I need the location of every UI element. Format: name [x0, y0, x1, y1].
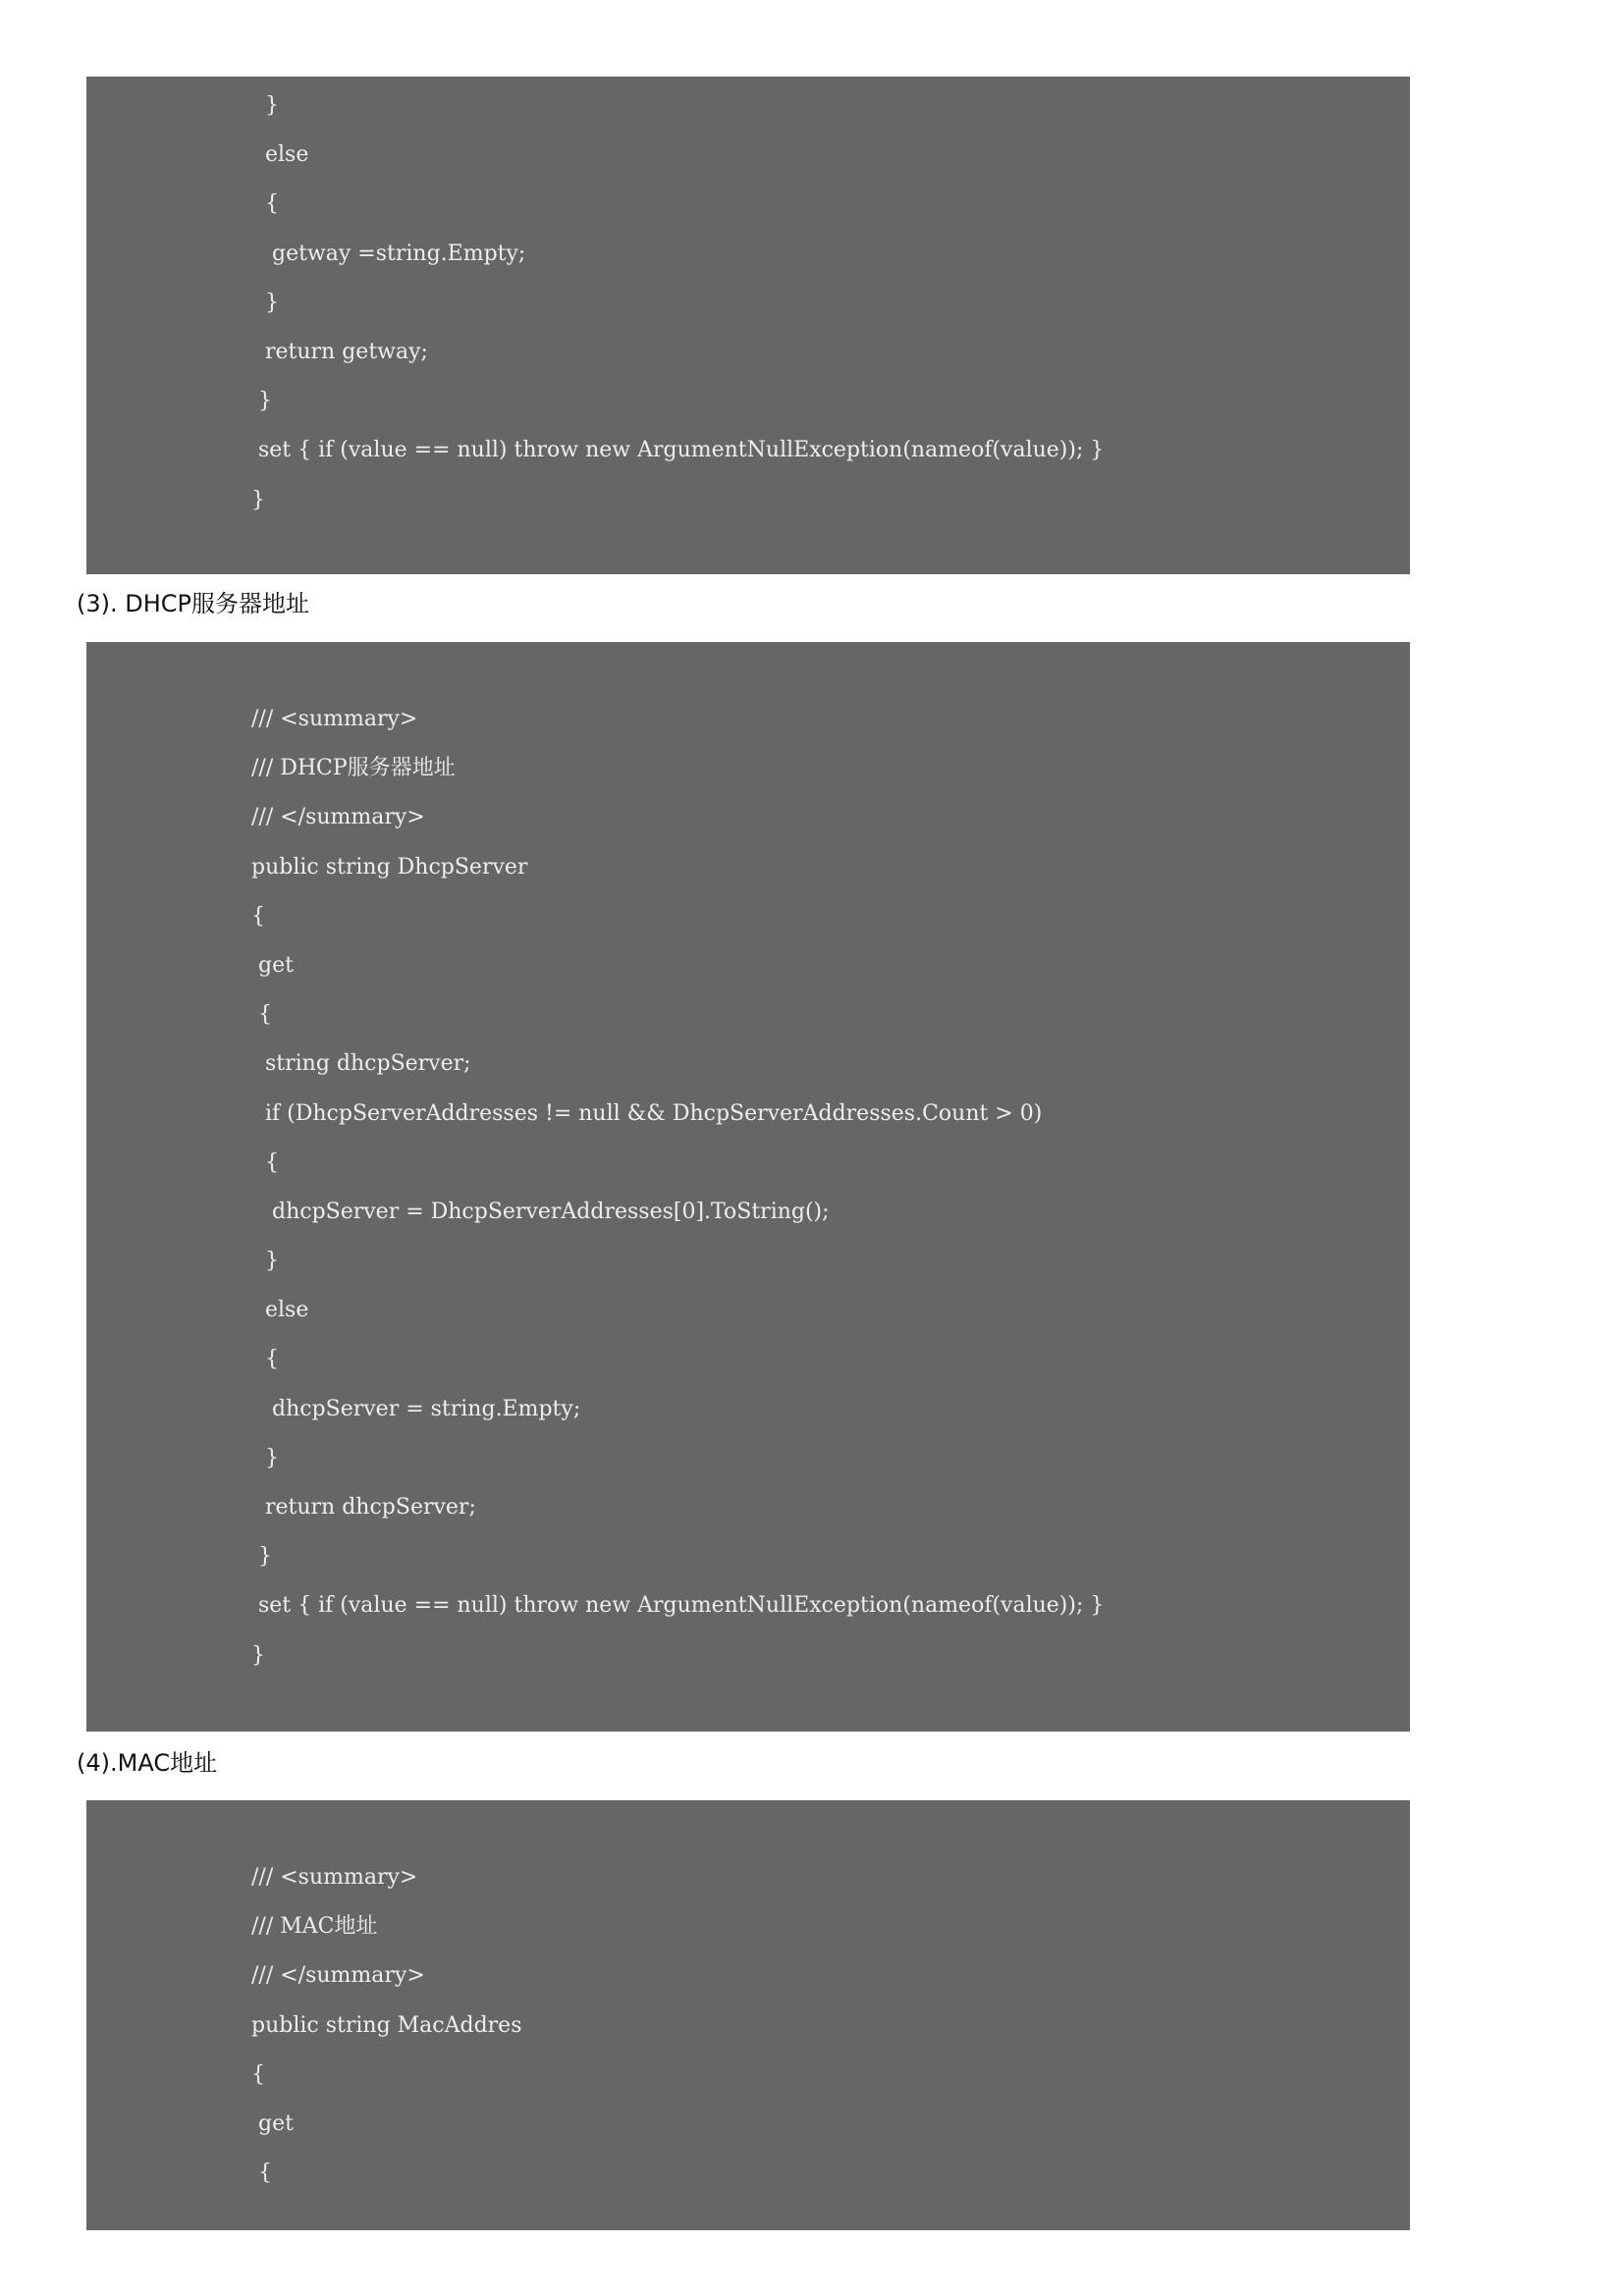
code-line: { — [251, 1347, 279, 1372]
code-line: set { if (value == null) throw new ArgumentNullException(nameof(value)); } — [251, 1593, 1105, 1619]
code-line: /// <summary> — [251, 1865, 418, 1890]
code-line: public string MacAddres — [251, 2012, 522, 2038]
code-line: } — [251, 487, 265, 512]
section-heading-dhcp-server: (3). DHCP服务器地址 — [77, 590, 310, 617]
code-line: { — [251, 191, 279, 217]
code-line: } — [251, 1249, 279, 1274]
code-line: } — [251, 290, 279, 315]
code-line: /// </summary> — [251, 1963, 425, 1989]
code-line: else — [251, 1298, 309, 1323]
code-line: /// <summary> — [251, 707, 418, 731]
code-block-gateway-tail — [86, 77, 1410, 574]
code-line: set { if (value == null) throw new ArgumentNullException(nameof(value)); } — [251, 438, 1105, 463]
code-line: /// </summary> — [251, 805, 425, 830]
code-block-dhcp-server — [86, 642, 1410, 1732]
code-line: else — [251, 142, 309, 168]
code-line: { — [251, 2061, 265, 2087]
code-line: } — [251, 389, 272, 414]
code-line: return getway; — [251, 339, 428, 364]
code-line: return dhcpServer; — [251, 1495, 476, 1520]
code-line: dhcpServer = DhcpServerAddresses[0].ToString(); — [251, 1199, 830, 1224]
code-line: if (DhcpServerAddresses != null && DhcpServerAddresses.Count > 0) — [251, 1100, 1043, 1126]
code-line: get — [251, 952, 294, 978]
code-line: { — [251, 2161, 272, 2186]
code-line: /// MAC地址 — [251, 1914, 378, 1940]
code-line: dhcpServer = string.Empty; — [251, 1396, 581, 1421]
code-block-mac-address — [86, 1800, 1410, 2230]
code-line: } — [251, 1642, 265, 1668]
code-line: { — [251, 1149, 279, 1175]
code-line: string dhcpServer; — [251, 1051, 471, 1077]
code-line: } — [251, 93, 279, 118]
code-line: public string DhcpServer — [251, 854, 528, 880]
code-line: getway =string.Empty; — [251, 240, 526, 266]
section-heading-mac-address: (4).MAC地址 — [77, 1749, 218, 1777]
code-line: get — [251, 2110, 294, 2136]
code-line: { — [251, 1002, 272, 1028]
code-line: } — [251, 1445, 279, 1470]
code-line: } — [251, 1544, 272, 1570]
code-line: { — [251, 903, 265, 929]
code-line: /// DHCP服务器地址 — [251, 756, 456, 781]
